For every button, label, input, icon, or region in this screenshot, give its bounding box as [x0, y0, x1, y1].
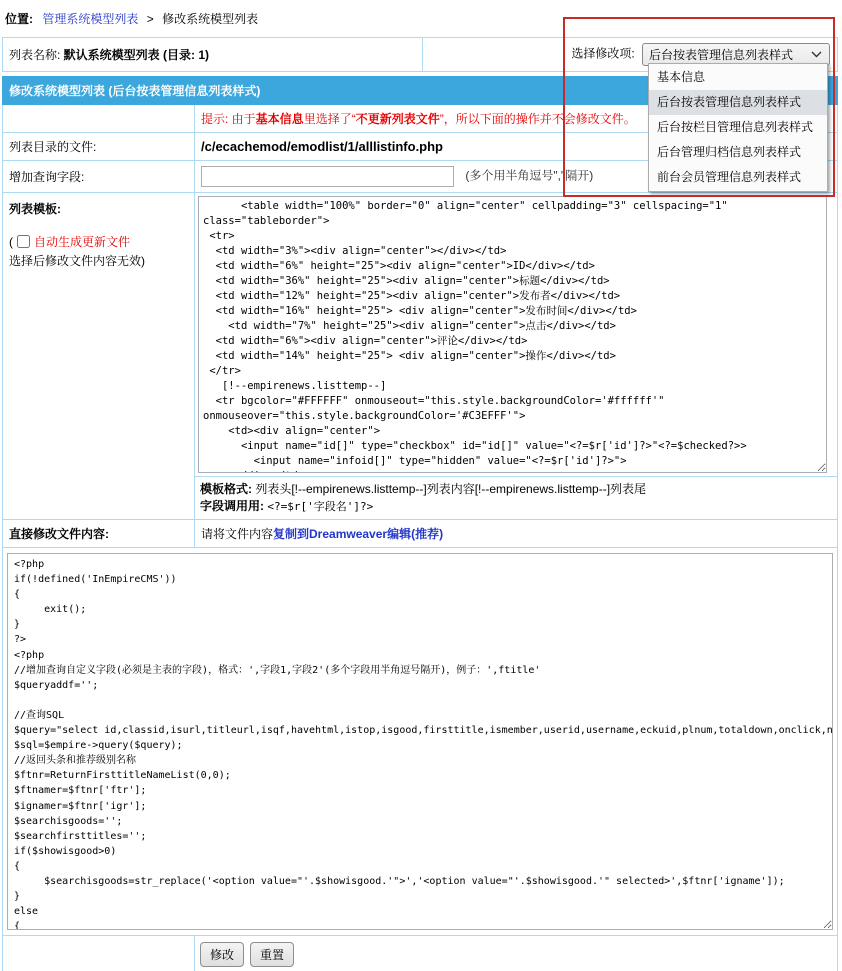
query-field-hint: (多个用半角逗号","隔开): [465, 168, 594, 183]
breadcrumb-separator: >: [146, 12, 154, 26]
breadcrumb-current: 修改系统模型列表: [162, 12, 259, 26]
query-field-input[interactable]: [201, 166, 454, 187]
modify-select-label: 选择修改项:: [571, 46, 635, 61]
dropdown-option-basic-info[interactable]: 基本信息: [657, 70, 706, 84]
file-path-label: 列表目录的文件:: [3, 133, 195, 161]
modify-button[interactable]: 修改: [200, 942, 244, 967]
file-content-cell: [3, 548, 838, 936]
hint-text: 提示: 由于基本信息里选择了“不更新列表文件”，所以下面的操作并不会修改文件。: [201, 112, 636, 126]
direct-edit-cell: [195, 520, 838, 548]
auto-generate-label: 自动生成更新文件: [34, 235, 131, 249]
list-name-value: 默认系统模型列表 (目录: 1): [63, 48, 210, 62]
empty-footer-cell: [3, 936, 195, 971]
template-format-note: [195, 477, 838, 520]
breadcrumb-label: 位置:: [5, 12, 33, 26]
template-textarea[interactable]: [198, 196, 827, 473]
empty-label-cell: [3, 105, 195, 133]
breadcrumb-link-model-list[interactable]: 管理系统模型列表: [42, 12, 139, 26]
file-content-textarea[interactable]: [7, 553, 833, 930]
file-path-value: /c/ecachemod/emodlist/1/alllistinfo.php: [201, 139, 443, 154]
auto-generate-block: [9, 233, 188, 271]
buttons-cell: [195, 936, 838, 971]
dropdown-option-member-list-style[interactable]: 前台会员管理信息列表样式: [657, 170, 802, 184]
auto-generate-note: 选择后修改文件内容无效): [9, 254, 145, 268]
dreamweaver-link[interactable]: 复制到Dreamweaver编辑(推荐): [273, 527, 444, 541]
auto-generate-paren: (: [9, 235, 13, 249]
dropdown-option-archive-list-style[interactable]: 后台管理归档信息列表样式: [657, 145, 802, 159]
dropdown-option-table-list-style[interactable]: 后台按表管理信息列表样式: [649, 90, 827, 115]
field-call-label: 字段调用用:: [200, 499, 264, 513]
section-title-bar: 修改系统模型列表 (后台按表管理信息列表样式): [3, 77, 838, 105]
template-cell: [195, 193, 838, 477]
chevron-down-icon: [811, 51, 822, 58]
auto-generate-checkbox[interactable]: [17, 235, 30, 248]
list-name-cell: [3, 38, 423, 72]
direct-edit-text: 请将文件内容: [201, 527, 274, 541]
dropdown-option-class-list-style[interactable]: 后台按栏目管理信息列表样式: [657, 120, 814, 134]
template-label-cell: [3, 193, 195, 520]
template-label: 列表模板:: [9, 202, 61, 216]
query-field-label: 增加查询字段:: [3, 161, 195, 193]
field-call-code: <?=$r['字段名']?>: [267, 500, 374, 513]
dropdown-popup: [648, 63, 828, 192]
modify-select-value: 后台按表管理信息列表样式: [649, 48, 794, 62]
format-label: 模板格式:: [200, 482, 252, 496]
reset-button[interactable]: 重置: [250, 942, 294, 967]
direct-edit-label: 直接修改文件内容:: [3, 520, 195, 548]
form-table: [2, 76, 838, 971]
format-text: 列表头[!--empirenews.listtemp--]列表内容[!--empirenews.listtemp--]列表尾: [255, 482, 647, 496]
breadcrumb: [0, 0, 842, 37]
list-name-label: 列表名称:: [9, 48, 64, 62]
